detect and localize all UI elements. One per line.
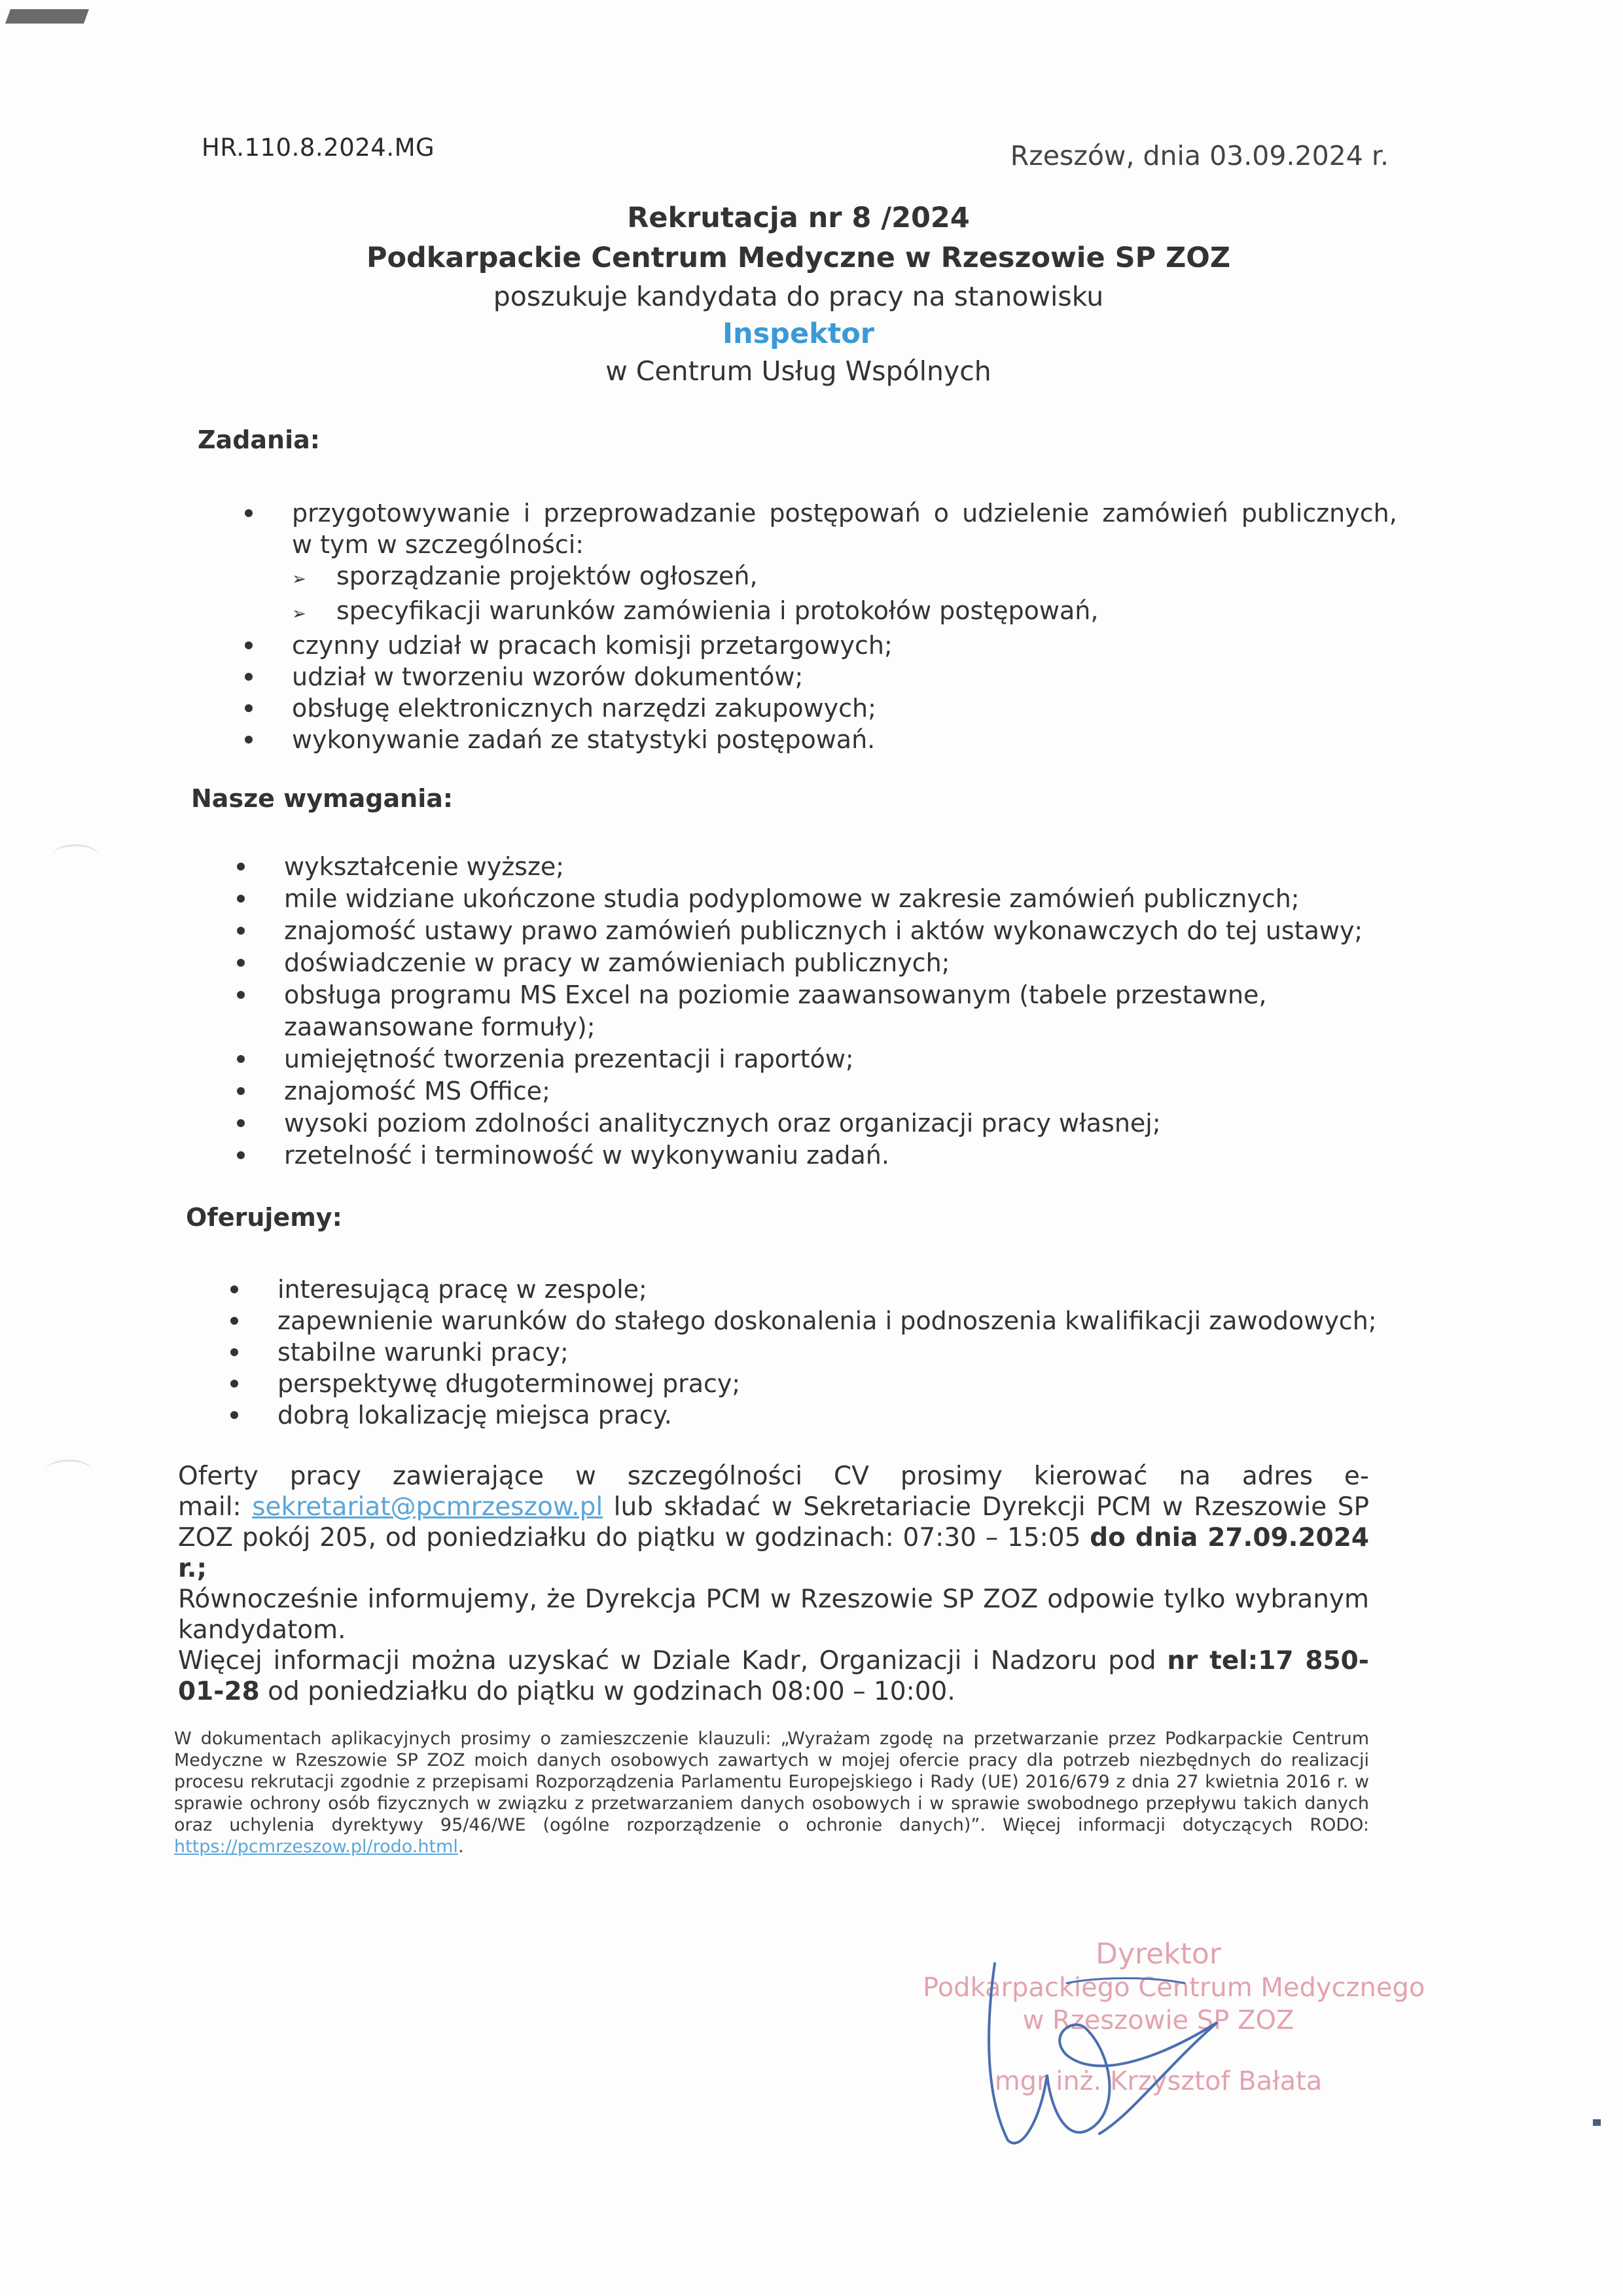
requirements-heading: Nasze wymagania: [191,784,454,813]
arrow-bullet-icon: ➢ [292,604,306,624]
requirement-text: znajomość MS Office; [284,1077,550,1105]
list-item [277,1368,1390,1399]
list-item [292,724,1389,755]
requirement-text: wykształcenie wyższe; [284,852,565,881]
arrow-bullet-icon: ➢ [292,569,306,589]
bullet-icon [230,1285,238,1293]
offer-heading: Oferujemy: [186,1203,342,1232]
bullet-icon [245,736,253,744]
bullet-icon [230,1317,238,1325]
requirement-text: mile widziane ukończone studia podyplomowe w zakresie zamówień publicznych; [284,884,1300,913]
list-item [292,560,1389,595]
list-item [292,497,1397,560]
offer-text: perspektywę długoterminowej pracy; [277,1369,741,1398]
tasks-list [292,497,1397,755]
requirement-text: umiejętność tworzenia prezentacji i raportów; [284,1045,854,1073]
department-name: w Centrum Usług Wspólnych [605,355,991,387]
heading-subtitle: poszukuje kandydata do pracy na stanowisku [493,281,1104,312]
offer-text: zapewnienie warunków do stałego doskonalenia i podnoszenia kwalifikacji zawodowych; [277,1306,1377,1335]
signature-stroke [1067,1979,1185,1984]
list-item [277,1305,1390,1336]
tasks-heading: Zadania: [198,425,320,454]
list-item [284,883,1390,915]
bullet-icon [237,927,245,935]
organization-name: Podkarpackie Centrum Medyczne w Rzeszowie SP ZOZ [366,242,1231,274]
offer-text: dobrą lokalizację miejsca pracy. [277,1401,672,1429]
offer-text: stabilne warunki pracy; [277,1338,569,1367]
list-item [277,1274,1390,1305]
list-item [277,1399,1390,1431]
requirement-text: wysoki poziom zdolności analitycznych oraz organizacji pracy własnej; [284,1109,1161,1138]
list-item [292,661,1389,692]
bullet-icon [237,1087,245,1095]
bullet-icon [237,1055,245,1063]
gdpr-end: . [457,1837,464,1857]
scan-smudge [46,1460,92,1481]
task-text: czynny udział w pracach komisji przetargowych; [292,631,893,660]
offer-list [277,1274,1390,1431]
stamp-title: Dyrektor [1096,1937,1221,1971]
application-details: lub składać w Sekretariacie Dyrekcji PCM w Rzeszowie SP ZOZ pokój 205, od poniedziałku do piątku w godzinach: 07:30 – 15:05 [178,1492,1369,1552]
list-item [277,1336,1390,1368]
signature-stroke [989,1964,1217,2143]
notice-paragraph: Równocześnie informujemy, że Dyrekcja PCM w Rzeszowie SP ZOZ odpowie tylko wybranym kandydatom. [178,1585,1369,1645]
list-item [284,1107,1390,1139]
list-item [284,1139,1390,1172]
bullet-icon [245,704,253,712]
list-item [284,979,1390,1043]
task-text: przygotowywanie i przeprowadzanie postępowań o udzielenie zamówień publicznych, [292,499,1397,528]
stamp-name: mgr inż. Krzysztof Bałata [994,2066,1323,2096]
place-date: Rzeszów, dnia 03.09.2024 r. [1010,140,1389,171]
announcement-heading [183,198,1414,390]
list-item [292,630,1389,661]
contact-hours: od poniedziałku do piątku w godzinach 08:00 – 10:00. [259,1677,955,1706]
task-subtext: specyfikacji warunków zamówienia i protokołów postępowań, [336,596,1099,625]
application-deadline: do dnia 27.09.2024 r.; [178,1523,1369,1583]
contact-paragraph [178,1645,1369,1707]
bullet-icon [245,509,253,517]
bullet-icon [237,1119,245,1127]
scan-artifact [1593,2119,1601,2126]
bullet-icon [245,641,253,649]
task-text: udział w tworzeniu wzorów dokumentów; [292,662,804,691]
document-reference: HR.110.8.2024.MG [202,134,435,162]
bullet-icon [230,1380,238,1388]
application-paragraph [178,1461,1369,1584]
handwritten-signature [969,1957,1243,2153]
bullet-icon [237,863,245,870]
task-text: w tym w szczególności: [292,530,584,559]
list-item [292,692,1389,724]
application-instructions [178,1461,1369,1707]
task-text: obsługę elektronicznych narzędzi zakupowych; [292,694,876,723]
bullet-icon [237,991,245,999]
position-title: Inspektor [722,317,875,350]
bullet-icon [230,1348,238,1356]
list-item [284,1043,1390,1075]
phone-number: nr tel:17 850-01-28 [178,1646,1369,1706]
list-item [284,947,1390,979]
gdpr-clause [174,1728,1369,1857]
rodo-link[interactable]: https://pcmrzeszow.pl/rodo.html [174,1837,458,1857]
gdpr-paragraph [174,1728,1369,1857]
stamp-organization: Podkarpackiego Centrum Medycznego [923,1973,1425,2003]
task-subtext: sporządzanie projektów ogłoszeń, [336,562,758,590]
offer-text: interesującą pracę w zespole; [277,1275,647,1304]
scan-artifact [5,9,89,24]
bullet-icon [230,1411,238,1419]
bullet-icon [245,673,253,681]
contact-intro: Więcej informacji można uzyskać w Dziale Kadr, Organizacji i Nadzoru pod [178,1646,1168,1676]
bullet-icon [237,959,245,967]
stamp-location: w Rzeszowie SP ZOZ [1022,2005,1294,2036]
scan-smudge [52,844,98,866]
requirements-list [284,851,1390,1172]
recruitment-number: Rekrutacja nr 8 /2024 [627,202,970,234]
requirement-text: rzetelność i terminowość w wykonywaniu zadań. [284,1141,889,1170]
requirement-text: obsługa programu MS Excel na poziomie zaawansowanym (tabele przestawne, zaawansowane formuły); [284,980,1267,1041]
list-item [292,595,1389,630]
requirement-text: doświadczenie w pracy w zamówieniach publicznych; [284,948,950,977]
list-item [284,1075,1390,1107]
bullet-icon [237,1151,245,1159]
email-link[interactable]: sekretariat@pcmrzeszow.pl [252,1492,603,1522]
list-item [284,915,1390,947]
bullet-icon [237,895,245,903]
application-intro: Oferty pracy zawierające w szczególności CV prosimy kierować na adres e-mail: [178,1462,1369,1522]
gdpr-text: W dokumentach aplikacyjnych prosimy o zamieszczenie klauzuli: „Wyrażam zgodę na przetwarzanie przez Podkarpackie Centrum Medyczne w Rzeszowie SP ZOZ moich danych osobowych zawartych w mojej ofercie pracy dla potrzeb niezbędnych do realizacji procesu rekrutacji zgodnie z przepisami Rozporządzenia Parlamentu Europejskiego i Rady (UE) 2016/679 z dnia 27 kwietnia 2016 r. w sprawie ochrony osób fizycznych w związku z przetwarzaniem danych osobowych i w sprawie swobodnego przepływu takich danych oraz uchylenia dyrektywy 95/46/WE (ogólne rozporządzenie o ochronie danych)”. Więcej informacji dotyczących RODO: [174,1729,1369,1835]
task-text: wykonywanie zadań ze statystyki postępowań. [292,725,876,754]
requirement-text: znajomość ustawy prawo zamówień publicznych i aktów wykonawczych do tej ustawy; [284,916,1363,945]
list-item [284,851,1390,883]
